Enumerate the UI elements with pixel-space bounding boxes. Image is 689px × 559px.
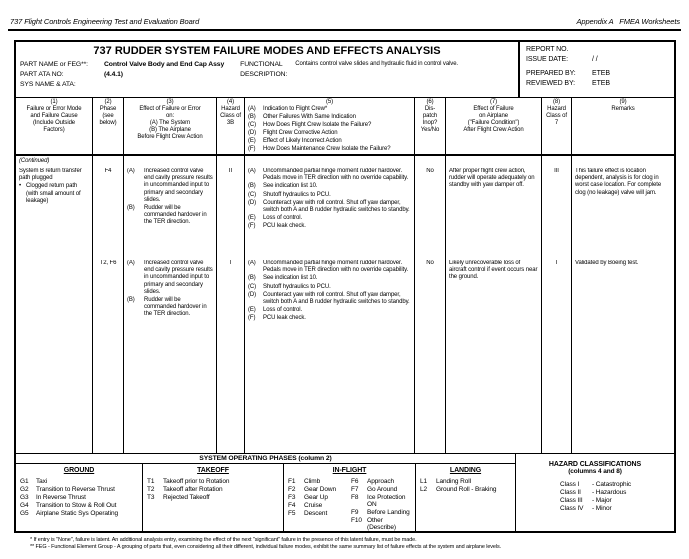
list-item: patch: [422, 113, 438, 120]
item-text: Airplane Static Sys Operating: [36, 510, 119, 517]
list-item: Dis-: [424, 106, 436, 113]
item-text: Clogged return path (with small amount of leakage): [26, 183, 81, 204]
item-code: Class II: [560, 489, 581, 496]
row1-phase: F4: [104, 168, 112, 174]
list-item: [351, 494, 411, 508]
list-item: 3B: [226, 120, 235, 127]
row1-failure-mode: [16, 168, 92, 260]
list-item: Hazard: [547, 106, 566, 113]
reviewed-by-label: REVIEWED BY:: [526, 80, 575, 88]
list-item: Remarks: [611, 106, 635, 113]
item-code: F3: [288, 494, 296, 501]
col-failure-mode: [16, 156, 93, 453]
list-item: [288, 478, 351, 485]
list-item: [560, 481, 670, 488]
item-text: See indication list 10.: [263, 275, 318, 282]
page-header: [10, 17, 680, 26]
column-number: (4): [226, 99, 235, 105]
item-code: (C): [248, 283, 257, 290]
item-text: Climb: [304, 478, 321, 485]
inflight-title: IN-FLIGHT: [332, 467, 367, 474]
item-code: G1: [20, 478, 29, 485]
part-ata-label: PART ATA NO:: [20, 70, 64, 78]
item-text: Transition to Reverse Thrust: [36, 486, 115, 493]
list-item: [560, 489, 670, 496]
row1-indications: [245, 168, 414, 260]
list-item: Hazard: [221, 106, 240, 113]
part-identification: [20, 60, 224, 90]
list-item: [248, 260, 411, 274]
list-item: Failure or Error Mode: [26, 106, 82, 113]
item-text: Increased control valve end cavity pressure results in uncommanded input to primary and secondary slides.: [144, 168, 213, 203]
takeoff-title: TAKEOFF: [197, 467, 229, 474]
column-header-lines: [125, 106, 215, 141]
column-number: (7): [489, 99, 498, 105]
item-code: G4: [20, 502, 29, 509]
operating-phases-columns: [16, 464, 515, 533]
list-item: (B) The Airplane: [149, 127, 191, 134]
list-item: [248, 146, 411, 153]
takeoff-items: [147, 478, 279, 501]
item-code: (B): [127, 204, 135, 211]
item-text: Takeoff prior to Rotation: [163, 478, 230, 485]
item-text: Before Landing: [367, 509, 410, 516]
item-code: (D): [248, 199, 257, 206]
col-phase: [93, 156, 124, 453]
item-code: (E): [248, 307, 256, 314]
item-code: F8: [351, 494, 359, 501]
item-code: G3: [20, 494, 29, 501]
list-item: [20, 502, 138, 509]
column-header-row: [16, 98, 674, 156]
row2-phase: T2, F6: [99, 260, 117, 266]
item-code: F1: [288, 478, 296, 485]
operating-phases-title: SYSTEM OPERATING PHASES (column 2): [16, 454, 515, 464]
item-text: Rejected Takeoff: [163, 494, 210, 501]
item-text: - Major: [592, 497, 612, 504]
item-text: How Does Maintenance Crew Isolate the Failure?: [263, 146, 391, 153]
reviewed-by-row: [526, 79, 668, 89]
item-text: Rudder will be commanded hardover in the TER direction.: [144, 204, 207, 226]
col-remarks: [572, 156, 674, 453]
item-code: (B): [127, 296, 135, 303]
list-item: 7: [554, 120, 559, 127]
item-code: (A): [248, 260, 256, 266]
item-code: (B): [248, 114, 256, 121]
inflight-items-a: [288, 478, 351, 532]
item-text: Shutoff hydraulics to PCU.: [263, 191, 331, 198]
item-text: Transition to Stow & Roll Out: [36, 502, 117, 509]
item-text: Shutoff hydraulics to PCU.: [263, 283, 331, 290]
item-code: (A): [248, 168, 256, 174]
list-item: [127, 168, 213, 204]
item-text: Counteract yaw with roll control. Shut off yaw damper, switch both A and B rudder hydraulic switches to standby.: [263, 291, 410, 305]
item-code: T3: [147, 494, 155, 501]
header-rule: [8, 29, 681, 31]
functional-description-label: FUNCTIONAL DESCRIPTION:: [240, 61, 288, 78]
list-item: [288, 502, 351, 509]
column-number: (9): [619, 99, 627, 105]
list-item: [288, 494, 351, 501]
list-item: [127, 297, 213, 319]
report-info-cell: [520, 42, 674, 97]
row2-hazard-3b: I: [229, 260, 232, 266]
column-header-items: [246, 106, 413, 153]
issue-date-value: / /: [592, 56, 598, 64]
item-text: Ice Protection ON: [367, 494, 406, 508]
list-item: [560, 497, 670, 504]
item-text: Landing Roll: [436, 478, 471, 485]
operating-phases-legend: [16, 454, 516, 531]
list-item: [248, 315, 411, 322]
functional-description-value: Contains control valve slides and hydraulic fluid in control valve.: [295, 61, 459, 67]
row2-effects: [124, 260, 216, 453]
column-header-lines: [416, 106, 444, 134]
column-number: (1): [50, 99, 58, 105]
column-header-8: [542, 98, 572, 154]
part-name-value: Control Valve Body and End Cap Assy: [104, 61, 225, 68]
column-header-2: [93, 98, 124, 154]
column-number: (2): [104, 99, 112, 105]
data-band: [16, 156, 674, 453]
hazard-classifications-legend: [516, 454, 674, 531]
col-hazard-7: [542, 156, 572, 453]
item-text: Counteract yaw with roll control. Shut off yaw damper, switch both A and B rudder hydraulic switches to standby.: [263, 199, 410, 213]
list-item: [147, 494, 279, 501]
item-text: PCU leak check.: [263, 223, 306, 230]
list-item: [147, 478, 279, 485]
fmea-table: [14, 40, 676, 533]
item-text: Flight Crew Corrective Action: [263, 130, 338, 137]
list-item: [248, 192, 411, 199]
hazard-classifications-title: HAZARD CLASSIFICATIONS: [548, 461, 642, 468]
part-ata-value: (4.4.1): [104, 70, 123, 78]
item-text: Cruise: [304, 502, 323, 509]
item-text: Ground Roll - Braking: [436, 486, 497, 493]
item-text: Gear Up: [304, 494, 328, 501]
list-item: [420, 486, 511, 493]
list-item: [351, 478, 411, 485]
list-item: [147, 486, 279, 493]
prepared-by-value: ETEB: [592, 70, 610, 78]
item-text: Loss of control.: [263, 215, 303, 222]
item-text: - Hazardous: [592, 489, 627, 496]
item-text: PCU leak check.: [263, 315, 306, 322]
row2-dispatch: No: [426, 260, 434, 266]
item-code: T1: [147, 478, 155, 485]
list-item: ("Failure Condition"): [467, 120, 520, 127]
hazard-classifications-subtitle: (columns 4 and 8): [568, 468, 622, 475]
report-no-label: REPORT NO.: [526, 46, 569, 53]
item-code: •: [19, 183, 22, 190]
list-item: [248, 114, 411, 121]
phases-landing: [416, 464, 515, 533]
item-text: Other Failures With Same Indication: [263, 114, 356, 121]
item-code: F7: [351, 486, 359, 493]
document-title: 737 RUDDER SYSTEM FAILURE MODES AND EFFECTS ANALYSIS: [93, 45, 441, 57]
sys-name-label: SYS NAME & ATA:: [20, 80, 76, 88]
issue-date-row: [526, 55, 668, 65]
list-item: [19, 183, 89, 205]
part-name-label: PART NAME or FEG**:: [20, 61, 88, 68]
ground-items: [20, 478, 138, 517]
list-item: ** FEG - Functional Element Group - A grouping of parts that, even considering all their different, individual failure modes, exhibit the same summary list of failure effects at the system and airplane levels.: [30, 544, 502, 551]
column-header-lines: [447, 106, 540, 134]
column-header-lines: [543, 106, 570, 127]
part-info: [20, 60, 514, 90]
list-item: below): [99, 120, 117, 127]
item-text: Other (Describe): [367, 517, 396, 531]
item-code: Class IV: [560, 505, 584, 512]
column-header-7: [446, 98, 542, 154]
list-item: (A) The System: [149, 120, 191, 127]
list-item: [248, 292, 411, 306]
item-text: Descent: [304, 510, 328, 517]
list-item: (see: [102, 113, 114, 120]
list-item: Effect of Failure or Error: [139, 106, 201, 113]
list-item: [248, 284, 411, 291]
legend-band: [16, 453, 674, 531]
list-item: [351, 517, 411, 531]
list-item: [248, 223, 411, 230]
column-header-lines: [218, 106, 243, 127]
list-item: Factors): [43, 127, 65, 134]
item-code: G2: [20, 486, 29, 493]
list-item: [560, 505, 670, 512]
item-code: Class III: [560, 497, 583, 504]
page-header-right: Appendix A FMEA Worksheets: [576, 17, 680, 26]
item-text: Indication to Flight Crew*: [263, 106, 328, 113]
row1-hazard-7: III: [554, 168, 559, 174]
list-item: [127, 260, 213, 296]
list-item: (Include Outside: [32, 120, 76, 127]
item-code: (B): [248, 275, 256, 282]
list-item: [248, 307, 411, 314]
item-text: Go Around: [367, 486, 398, 493]
list-item: After Flight Crew Action: [463, 127, 524, 134]
landing-title: LANDING: [449, 467, 482, 474]
col-effect-after: [446, 156, 542, 453]
list-item: [248, 138, 411, 145]
column-header-lines: [573, 106, 673, 113]
item-code: (D): [248, 291, 257, 298]
column-header-9: [572, 98, 674, 154]
list-item: [248, 168, 411, 182]
item-code: (E): [248, 138, 256, 145]
list-item: on:: [165, 113, 175, 120]
list-item: Inop?: [422, 120, 438, 127]
item-code: (C): [248, 122, 257, 129]
column-header-6: [415, 98, 446, 154]
column-header-lines: [94, 106, 122, 127]
item-code: F5: [288, 510, 296, 517]
list-item: [20, 494, 138, 501]
item-code: F10: [351, 517, 362, 524]
item-text: Uncommanded partial hinge moment rudder hardover. Pedals move in TER direction with no override capability.: [263, 260, 409, 274]
row2-remarks: Validated by Boeing test.: [575, 260, 639, 266]
title-band: [16, 42, 674, 98]
row2-indications: [245, 260, 414, 453]
item-text: Loss of control.: [263, 307, 303, 314]
column-header-4: [217, 98, 245, 154]
landing-items: [420, 478, 511, 493]
inflight-items-b: [351, 478, 411, 532]
list-item: [288, 510, 351, 517]
item-code: (F): [248, 315, 256, 322]
failure-heading: System B return transfer path plugged: [19, 168, 82, 182]
list-item: Effect of Failure: [473, 106, 514, 113]
list-item: [351, 509, 411, 516]
item-code: Class I: [560, 481, 580, 488]
list-item: Before Flight Crew Action: [137, 134, 203, 141]
item-code: L1: [420, 478, 428, 485]
column-number: (8): [552, 99, 561, 105]
list-item: [351, 486, 411, 493]
list-item: [20, 486, 138, 493]
list-item: [20, 510, 138, 517]
item-code: (F): [248, 223, 256, 230]
item-text: Effect of Likely Incorrect Action: [263, 138, 342, 145]
title-cell: [16, 42, 520, 97]
item-text: How Does Flight Crew Isolate the Failure?: [263, 122, 372, 129]
item-text: Increased control valve end cavity pressure results in uncommanded input to primary and secondary slides.: [144, 260, 213, 295]
list-item: [248, 183, 411, 190]
item-code: (D): [248, 130, 257, 137]
column-number: (3): [166, 99, 174, 105]
item-text: Takeoff after Rotation: [163, 486, 223, 493]
item-code: (C): [248, 191, 257, 198]
row1-effects: [124, 168, 216, 260]
list-item: [248, 275, 411, 282]
issue-date-label: ISSUE DATE:: [526, 56, 568, 64]
item-code: F6: [351, 478, 359, 485]
list-item: [20, 478, 138, 485]
list-item: Phase: [99, 106, 117, 113]
list-item: [248, 200, 411, 214]
footnotes: [30, 537, 683, 552]
item-code: (A): [127, 168, 135, 174]
column-header-1: [16, 98, 93, 154]
item-text: Gear Down: [304, 486, 336, 493]
phases-inflight: [284, 464, 416, 533]
item-text: Taxi: [36, 478, 48, 485]
sys-name-value: [104, 80, 224, 90]
list-item: [248, 130, 411, 137]
item-code: L2: [420, 486, 428, 493]
row2-hazard-7: I: [555, 260, 558, 266]
inflight-lists: [288, 478, 411, 532]
prepared-by-label: PREPARED BY:: [526, 70, 576, 78]
list-item: [248, 106, 411, 113]
item-code: F4: [288, 502, 296, 509]
item-code: (A): [127, 260, 135, 266]
prepared-by-row: [526, 69, 668, 79]
ground-title: GROUND: [63, 467, 95, 474]
item-code: F9: [351, 509, 359, 516]
page-header-left: 737 Flight Controls Engineering Test and Evaluation Board: [10, 17, 200, 26]
item-text: - Catastrophic: [592, 481, 632, 488]
item-text: Rudder will be commanded hardover in the TER direction.: [144, 296, 207, 318]
col-hazard-3b: [217, 156, 245, 453]
row1-effect-after: After proper flight crew action, rudder will operate adequately on standby with yaw damper off.: [449, 168, 535, 189]
item-code: (F): [248, 146, 256, 153]
list-item: on Airplane: [479, 113, 508, 120]
item-code: F2: [288, 486, 296, 493]
row1-dispatch: No: [426, 168, 434, 174]
list-item: * If entry is "None", failure is latent. An additional analysis entry, examining the effect of the next "significant" failure in the presence of this latent failure, must be made.: [30, 537, 417, 543]
list-item: [248, 215, 411, 222]
list-item: and Failure Cause: [30, 113, 78, 120]
item-text: Uncommanded partial hinge moment rudder hardover. Pedals move in TER direction with no override capability.: [263, 168, 409, 182]
phases-ground: [16, 464, 143, 533]
item-code: G5: [20, 510, 29, 517]
reviewed-by-value: ETEB: [592, 80, 610, 88]
continued-note: (Continued): [19, 158, 50, 164]
item-code: (E): [248, 215, 256, 222]
list-item: [248, 122, 411, 129]
list-item: [420, 478, 511, 485]
item-text: See indication list 10.: [263, 183, 318, 190]
item-text: - Minor: [592, 505, 612, 512]
list-item: Yes/No: [420, 127, 440, 134]
failure-bullets: [16, 183, 92, 205]
column-header-5: [245, 98, 415, 154]
row1-remarks: This failure effect is location dependent, analysis is for clog in worst case location. For complete clog (no leakage) valve will jam.: [575, 168, 662, 196]
list-item: [288, 486, 351, 493]
item-code: (B): [248, 183, 256, 190]
col-indications: [245, 156, 415, 453]
row1-hazard-3b: II: [228, 168, 233, 174]
col-dispatch: [415, 156, 446, 453]
report-no-row: [526, 45, 668, 55]
row2-effect-after: Likely unrecoverable loss of aircraft control if event occurs near the ground.: [449, 260, 538, 281]
functional-description: [240, 60, 458, 90]
column-number: (5): [325, 99, 334, 105]
item-text: In Reverse Thrust: [36, 494, 86, 501]
list-item: Class of: [546, 113, 567, 120]
list-item: Class of: [220, 113, 241, 120]
hazard-class-items: [560, 481, 670, 512]
column-header-3: [124, 98, 217, 154]
item-code: (A): [248, 106, 256, 113]
row2-failure-mode: [16, 260, 92, 453]
col-effect: [124, 156, 217, 453]
item-code: T2: [147, 486, 155, 493]
item-text: Approach: [367, 478, 395, 485]
column-number: (6): [426, 99, 434, 105]
column-header-lines: [17, 106, 91, 134]
phases-takeoff: [143, 464, 284, 533]
list-item: [127, 205, 213, 227]
